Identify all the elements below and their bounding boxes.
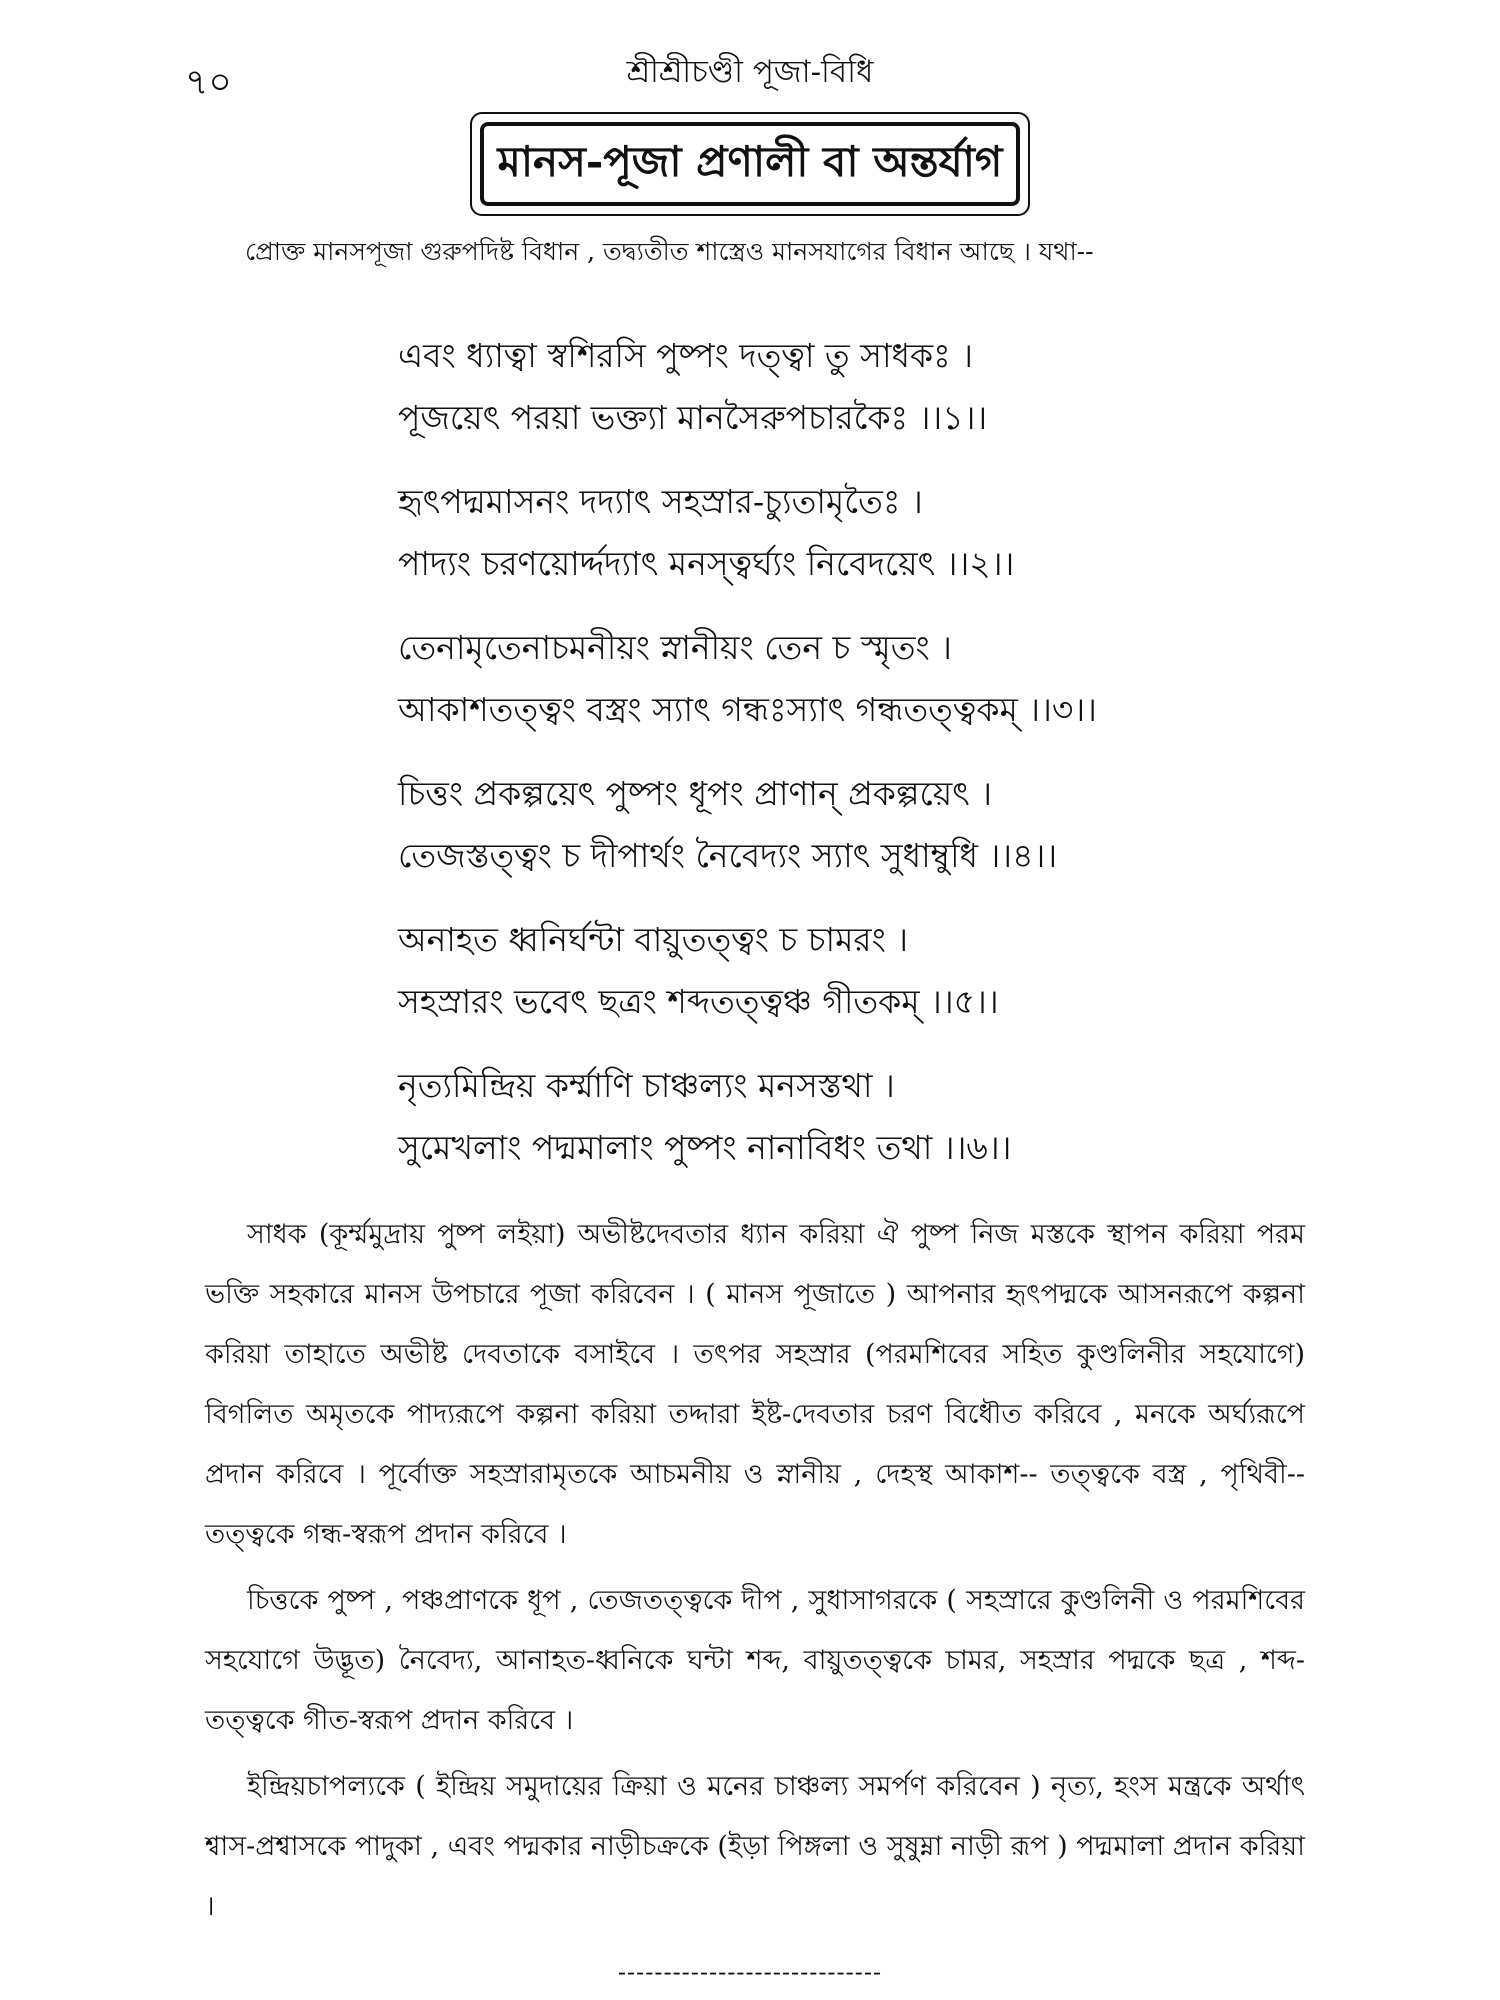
verse-line: সুমেখলাং পদ্মমালাং পুষ্পং নানাবিধং তথা ।।৬।।: [398, 1128, 1012, 1167]
verse-line: চিত্তং প্রকল্পয়েৎ পুষ্পং ধূপং প্রাণান্ প্রকল্পয়েৎ ।: [398, 774, 993, 813]
verse-block: [398, 325, 1198, 1201]
verse-stanza: [398, 617, 1198, 741]
end-separator: -----------------------------: [617, 1958, 883, 1986]
verse-line: অনাহত ধ্বনির্ঘন্টা বায়ুতত্ত্বং চ চামরং ।: [398, 920, 909, 959]
paragraph: সাধক (কূর্ম্মমুদ্রায় পুষ্প লইয়া) অভীষ্টদেবতার ধ্যান করিয়া ঐ পুষ্প নিজ মস্তকে স্থাপন করিয়া পরম ভক্তি সহকারে মানস উপচারে পূজা করিবেন । ( মানস পূজাতে ) আপনার হৃৎপদ্মকে আসনরূপে কল্পনা করিয়া তাহাতে অভীষ্ট দেবতাকে বসাইবে । তৎপর সহস্রার (পরমশিবের সহিত কুণ্ডলিনীর সহযোগে) বিগলিত অমৃতকে পাদ্যরূপে কল্পনা করিয়া তদ্দারা ইষ্ট-দেবতার চরণ বিধৌত করিবে , মনকে অর্ঘ্যরূপে প্রদান করিবে । পূর্বোক্ত সহস্রারামৃতকে আচমনীয় ও স্নানীয় , দেহস্থ আকাশ-- তত্ত্বকে বস্ত্র , পৃথিবী--তত্ত্বকে গন্ধ-স্বরূপ প্রদান করিবে ।: [205, 1219, 1305, 1550]
verse-stanza: [398, 763, 1198, 887]
verse-line: তেনামৃতেনাচমনীয়ং স্নানীয়ং তেন চ স্মৃতং ।: [398, 628, 952, 667]
paragraph: ইন্দ্রিয়চাপল্যকে ( ইন্দ্রিয় সমুদায়ের ক্রিয়া ও মনের চাঞ্চল্য সমর্পণ করিবেন ) নৃত্য, হংস মন্ত্রকে অর্থাৎ শ্বাস-প্রশ্বাসকে পাদুকা , এবং পদ্মকার নাড়ীচক্রকে (ইড়া পিঙ্গলা ও সুষুম্না নাড়ী রূপ ) পদ্মমালা প্রদান করিয়া ।: [205, 1771, 1305, 1922]
verse-stanza: [398, 471, 1198, 595]
verse-line: নৃত্যমিন্দ্রিয় কর্ম্মাণি চাঞ্চল্যং মনসস্তথা ।: [398, 1066, 895, 1105]
section-title-frame: [470, 112, 1030, 216]
page-number: ৭০: [185, 62, 232, 103]
verse-line: সহস্রারং ভবেৎ ছত্রং শব্দতত্ত্বঞ্চ গীতকম্ ।।৫।।: [398, 982, 999, 1021]
verse-line: তেজস্তত্ত্বং চ দীপার্থং নৈবেদ্যং স্যাৎ সুধাম্বুধি ।।৪।।: [398, 836, 1058, 875]
running-header: শ্রীশ্রীচণ্ডী পূজা-বিধি: [626, 54, 874, 90]
paragraph: চিত্তকে পুষ্প , পঞ্চপ্রাণকে ধূপ , তেজতত্ত্বকে দীপ , সুধাসাগরকে ( সহস্রারে কুণ্ডলিনী ও পরমশিবের সহযোগে উদ্ভূত) নৈবেদ্য, আনাহত-ধ্বনিকে ঘন্টা শব্দ, বায়ুতত্ত্বকে চামর, সহস্রার পদ্মকে ছত্র , শব্দ-তত্ত্বকে গীত-স্বরূপ প্রদান করিবে ।: [205, 1585, 1305, 1736]
verse-line: পূজয়েৎ পরয়া ভক্ত্যা মানসৈরুপচারকৈঃ ।।১।।: [398, 398, 988, 437]
prose-block: [205, 1205, 1305, 1943]
verse-line: পাদ্যং চরণয়োর্দ্দদ্যাৎ মনস্ত্বর্ঘ্যং নিবেদয়েৎ ।।২।।: [398, 544, 1015, 583]
verse-line: আকাশতত্ত্বং বস্ত্রং স্যাৎ গন্ধঃস্যাৎ গন্ধতত্ত্বকম্ ।।৩।।: [398, 690, 1097, 729]
verse-stanza: [398, 1055, 1198, 1179]
verse-line: হৃৎপদ্মমাসনং দদ্যাৎ সহস্রার-চ্যুতামৃতৈঃ ।: [398, 482, 923, 521]
verse-stanza: [398, 909, 1198, 1033]
verse-stanza: [398, 325, 1198, 449]
section-title: মানস-পূজা প্রণালী বা অন্তর্যাগ: [480, 122, 1020, 206]
verse-line: এবং ধ্যাত্বা স্বশিরসি পুষ্পং দত্ত্বা তু সাধকঃ ।: [398, 336, 973, 375]
intro-text: প্রোক্ত মানসপূজা গুরুপদিষ্ট বিধান , তদ্ব্যতীত শাস্ত্রেও মানসযাগের বিধান আছে । যথা--: [245, 237, 1094, 266]
